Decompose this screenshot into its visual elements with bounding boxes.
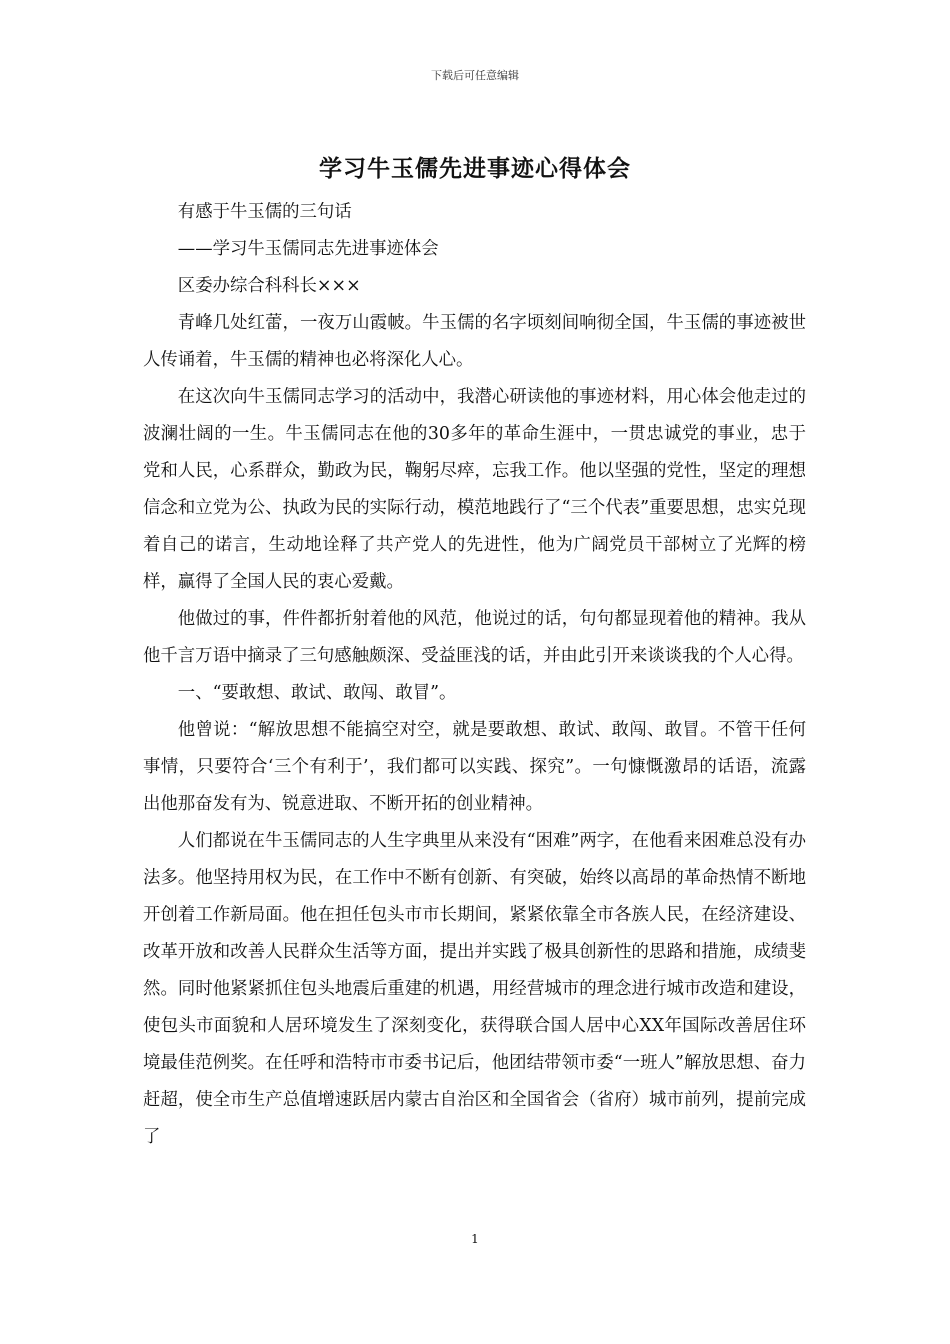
document-body — [143, 194, 806, 1156]
body-paragraph: 人们都说在牛玉儒同志的人生字典里从来没有“困难”两字，在他看来困难总没有办法多。他坚持用权为民，在工作中不断有创新、有突破，始终以高昂的革命热情不断地开创着工作新局面。他在担任包头市市长期间，紧紧依靠全市各族人民，在经济建设、改革开放和改善人民群众生活等方面，提出并实践了极具创新性的思路和措施，成绩斐然。同时他紧紧抓住包头地震后重建的机遇，用经营城市的理念进行城市改造和建设，使包头市面貌和人居环境发生了深刻变化，获得联合国人居中心XX年国际改善居住环境最佳范例奖。在任呼和浩特市市委书记后，他团结带领市委“一班人”解放思想、奋力赶超，使全市生产总值增速跃居内蒙古自治区和全国省会（省府）城市前列，提前完成了 — [143, 831, 806, 1147]
author-line: 区委办综合科科长××× — [177, 276, 361, 296]
subtitle-line: 有感于牛玉儒的三句话 — [177, 202, 352, 222]
document-title: 学习牛玉儒先进事迹心得体会 — [319, 155, 631, 182]
body-paragraph: 他做过的事，件件都折射着他的风范，他说过的话，句句都显现着他的精神。我从他千言万语中摘录了三句感触颇深、受益匪浅的话，并由此引开来谈谈我的个人心得。 — [143, 609, 806, 666]
page-number: 1 — [471, 1232, 479, 1246]
subtitle-line: ——学习牛玉儒同志先进事迹体会 — [177, 239, 439, 259]
section-heading: 一、“要敢想、敢试、敢闯、敢冒”。 — [177, 683, 457, 703]
body-paragraph: 他曾说：“解放思想不能搞空对空，就是要敢想、敢试、敢闯、敢冒。不管干任何事情，只要符合‘三个有利于’，我们都可以实践、探究”。一句慷慨激昂的话语，流露出他那奋发有为、锐意进取、不断开拓的创业精神。 — [143, 720, 806, 814]
header-note: 下载后可任意编辑 — [431, 69, 519, 82]
body-paragraph: 青峰几处红蕾，一夜万山霞帔。牛玉儒的名字顷刻间响彻全国，牛玉儒的事迹被世人传诵着，牛玉儒的精神也必将深化人心。 — [143, 313, 806, 370]
body-paragraph: 在这次向牛玉儒同志学习的活动中，我潜心研读他的事迹材料，用心体会他走过的波澜壮阔的一生。牛玉儒同志在他的30多年的革命生涯中，一贯忠诚党的事业，忠于党和人民，心系群众，勤政为民，鞠躬尽瘁，忘我工作。他以坚强的党性，坚定的理想信念和立党为公、执政为民的实际行动，模范地践行了“三个代表”重要思想，忠实兑现着自己的诺言，生动地诠释了共产党人的先进性，他为广阔党员干部树立了光辉的榜样，赢得了全国人民的衷心爱戴。 — [143, 387, 806, 592]
